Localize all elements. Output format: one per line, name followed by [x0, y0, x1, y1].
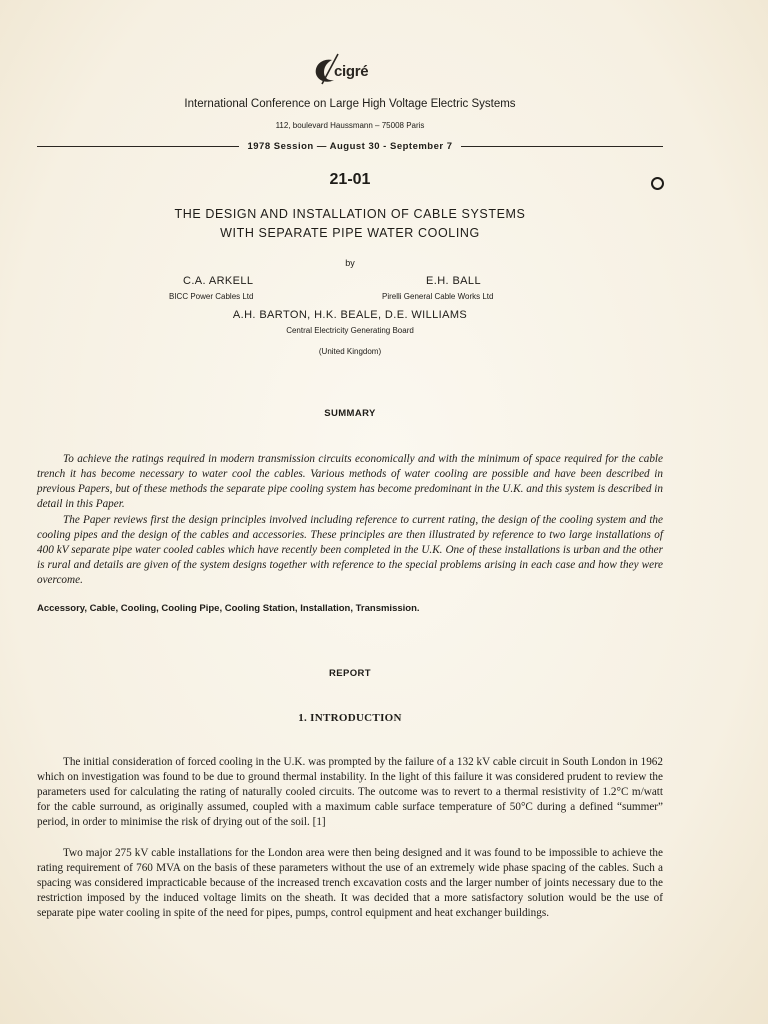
conference-name: International Conference on Large High Voltage Electric Systems	[184, 98, 516, 110]
intro-paragraph-2: Two major 275 kV cable installations for the London area were then being designed and it was found to be impossible to achieve the rating requirement of 760 MVA on the basis of these parameters without the use of an extremely wide phase spacing of the cables. Such a spacing was considered impracticable because of the increased trench excavation costs and the larger number of joints necessary due to the restriction imposed by the induced voltage limits on the sheath. It was decided that a more satisfactory solution would be the use of separate pipe water cooling in spite of the need for pipes, pumps, control equipment and heat exchanger buildings.	[37, 847, 663, 920]
section-heading: 1. INTRODUCTION	[298, 712, 402, 724]
left-rule	[37, 146, 239, 147]
country-label: (United Kingdom)	[318, 347, 382, 356]
report-heading: REPORT	[329, 668, 371, 679]
author-1-org: BICC Power Cables Ltd	[169, 292, 254, 301]
paper-title	[0, 205, 700, 243]
author-1-name: C.A. ARKELL	[183, 275, 254, 287]
right-rule	[461, 146, 663, 147]
paper-title-line-1: THE DESIGN AND INSTALLATION OF CABLE SYSTEMS	[174, 207, 526, 221]
cigre-logo	[312, 50, 382, 90]
author-2-org: Pirelli General Cable Works Ltd	[382, 292, 494, 301]
summary-heading: SUMMARY	[324, 408, 376, 419]
summary-paragraph-2: The Paper reviews first the design principles involved including reference to current rating, the design of the cooling system and the cooling pipes and the design of the cables and accessories. These principles are then illustrated by reference to two large installations of 400 kV separate pipe water cooled cables which have recently been completed in the U.K. One of these installations is urban and the other is rural and details are given of the system designs together with reference to the special problems arising in each case and how they were overcome.	[37, 514, 663, 587]
intro-paragraph-1: The initial consideration of forced cooling in the U.K. was prompted by the failure of a 132 kV cable circuit in South London in 1962 which on investigation was found to be due to ground thermal instability. In the light of this failure it was considered prudent to review the parameters used for calculating the rating of naturally cooled circuits. The outcome was to revert to a thermal resistivity of 1.2°C m/watt for the cable surround, as originally assumed, coupled with a maximum cable surface temperature of 50°C during a defined “summer” period, in order to minimise the risk of drying out of the soil. [1]	[37, 756, 663, 829]
by-label: by	[345, 258, 355, 268]
conference-address: 112, boulevard Haussmann – 75008 Paris	[275, 121, 425, 130]
session-line	[37, 138, 663, 154]
author-3-org: Central Electricity Generating Board	[286, 326, 414, 335]
session-dates: 1978 Session — August 30 - September 7	[247, 140, 453, 152]
circle-mark-icon	[651, 177, 664, 190]
paper-title-line-2: WITH SEPARATE PIPE WATER COOLING	[220, 226, 480, 240]
author-2-name: E.H. BALL	[426, 275, 481, 287]
paper-code: 21-01	[329, 171, 371, 188]
author-3-names: A.H. BARTON, H.K. BEALE, D.E. WILLIAMS	[232, 309, 468, 321]
summary-paragraph-1: To achieve the ratings required in modern transmission circuits economically and with the minimum of space required for the cable trench it has become necessary to water cool the cables. Various methods of water cooling are possible and have been described in previous Papers, but of these methods the separate pipe cooling system has become predominant in the U.K. and this system is described in detail in this Paper.	[37, 453, 663, 511]
cigre-logo-text: cigré	[334, 63, 369, 80]
keywords-line: Accessory, Cable, Cooling, Cooling Pipe, Cooling Station, Installation, Transmission.	[37, 603, 420, 614]
